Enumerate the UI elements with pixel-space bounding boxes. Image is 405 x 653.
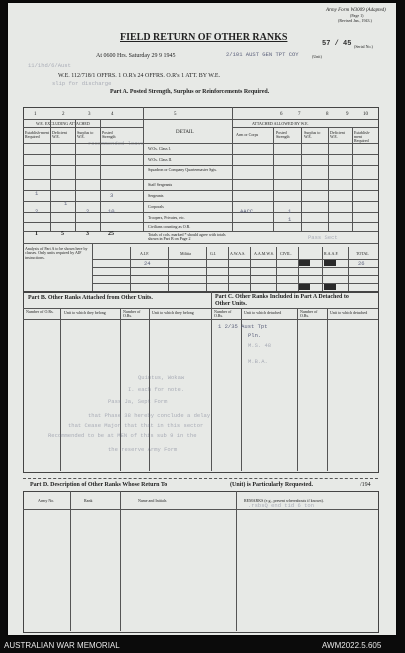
unit-name: 2/101 AUST GEN TPT COY — [226, 51, 299, 58]
detached-entry: 1 2/35 Aust Tpt — [218, 323, 268, 330]
total-posted: 25 — [108, 231, 114, 237]
archive-credit: AUSTRALIAN WAR MEMORIAL — [4, 641, 120, 650]
analysis-total-value: 26 — [358, 260, 365, 267]
archive-reference: AWM2022.5.605 — [322, 641, 382, 650]
part-c-col-number-2: Number of O.Rs. — [300, 309, 318, 318]
total-establishment: 1 — [35, 231, 38, 237]
col-number-10: 10 — [363, 112, 368, 117]
part-b-col-number: Number of O.Rs. — [26, 309, 54, 314]
analysis-col-civil: CIVIL. — [280, 251, 292, 256]
typed-value-6: 1 — [64, 200, 68, 207]
serial-label: (Serial No.) — [354, 44, 373, 49]
analysis-col-awas: A.W.A.S. — [230, 251, 246, 256]
total-deficient: 5 — [61, 231, 64, 237]
row-sergeants: Sergeants — [148, 193, 164, 198]
row-wo-class-1: W.Os. Class I. — [148, 146, 171, 151]
analysis-col-aamws: A.A.M.W.S. — [254, 251, 274, 256]
typed-value-3: 2 — [86, 208, 90, 215]
col-number-3: 3 — [88, 112, 91, 117]
serial-number: 57 / 45 — [322, 40, 352, 48]
row-civilians: Civilians counting as O.R. — [148, 224, 191, 229]
we-excluding-header: W.E. EXCLUDING ATTACHED — [36, 121, 90, 126]
part-b-col-unit-2: Unit to which they belong — [152, 310, 194, 315]
form-title: FIELD RETURN OF OTHER RANKS — [120, 32, 288, 43]
col-deficient-att: Deficient W.E. — [330, 130, 345, 139]
analysis-aif-value: 24 — [144, 260, 151, 267]
field-return-form: Army Form W3009 (Adapted) (Page 1) (Revised Jan., 1943.) FIELD RETURN OF OTHER RANKS 57 / 45 (Serial No.) At 0600 Hrs. Saturday 29 9 1945 2/101 AUST GEN TPT COY (Unit) W.E. 112/718/1 OFFRS. 1 O.R's 24 OFFRS. O.R's 1 ATT. BY W.E. 11/1hd/6/Aust slip for discharge recommended leave Part A. Posted Strength, Surplus or Reinforcements Required. 1 2 3 4 5 6 7 8 9 10 W.E. EXCLUDING ATTACHED ATTACHED ALLOWED BY W.E. DETAIL Establish-ment Required Deficient W.E. Surplus to W.E. Posted Strength Arm or Corps Posted Strength Surplus to W.E. Deficient W.E. Establish-ment Required W.Os. Class I. W.Os. Class II. Squadron or Company Quartermaster Sgts. Staff Sergeants Sergeants Corporals Troopers, Privates, etc. Civilians counting as O.R. Totals of cols. marked * should agree with totals shown in Part B on Page 2 1 2 2 10 3 1 AACC 1 1 1 5 3 25 Pass Sect Analysis of Part A to be shown here by classes. Only units required by AIF instructions. A.I.F. Militia G.I. A.W.A.S. A.A.M.W.S. CIVIL. R.A.A.F. TOTAL 24 26 Part B. Other Ranks Attached from Other Units. Part C. Other Ranks Included in Part A Detached to Other Units. Number of O.Rs. Unit to which they belong Number of O.Rs. Unit to which they belong Number of O.Rs. Unit to which detached Number of O.Rs. Unit to which detached 1 2/35 Aust Tpt Pln. M.S. 48 M.B.A. Quintus, Wokaw I. each for note. Pass Ja, Sept Form that Phase 38 hereby conclude a delay that Cease Major that that in this sector Recommended to be at MEN of this sub 9 in the the reserve Army Form Part D. Description of Other Ranks Whose Return To (Unit) is Particularly Requested. /194 Army No. Rank Name and Initials REMARKS (e.g., present whereabouts if known). .rsbsQ end tid 6 ton — [8, 3, 396, 635]
we-strength-line: W.E. 112/718/1 OFFRS. 1 O.R's 24 OFFRS. O.R's 1 ATT. BY W.E. — [58, 73, 221, 79]
col-establishment: Establish-ment Required — [25, 130, 49, 139]
typed-value-1: 1 — [35, 190, 39, 197]
detail-header: DETAIL — [176, 130, 194, 135]
col-number-9: 9 — [346, 112, 349, 117]
part-c-title: Part C. Other Ranks Included in Part A Detached to Other Units. — [215, 294, 349, 307]
part-c-col-unit: Unit to which detached — [244, 310, 282, 315]
row-staff-sergeants: Staff Sergeants — [148, 182, 173, 187]
col-number-4: 4 — [111, 112, 114, 117]
part-d-title: Part D. Description of Other Ranks Whose Return To — [30, 482, 168, 488]
part-d-date: /194 — [360, 482, 371, 488]
page-number: (Page 1) — [350, 13, 364, 18]
typed-value-4: 10 — [108, 208, 115, 215]
typed-attached-corps: AACC — [240, 208, 254, 215]
typed-value-2: 2 — [35, 208, 39, 215]
analysis-col-aif: A.I.F. — [140, 251, 150, 256]
part-d-col-remarks: REMARKS (e.g., present whereabouts if known). — [244, 498, 324, 503]
part-d-table — [23, 491, 379, 633]
total-surplus: 3 — [86, 231, 89, 237]
col-number-1: 1 — [34, 112, 37, 117]
part-a-title: Part A. Posted Strength, Surplus or Reinforcements Required. — [110, 89, 270, 95]
typed-attached-extra: 1 — [288, 216, 292, 223]
col-posted: Posted Strength — [102, 130, 116, 139]
return-date-line: At 0600 Hrs. Saturday 29 9 1945 — [96, 53, 176, 59]
analysis-col-raaf: R.A.A.F. — [324, 251, 339, 256]
analysis-col-gi: G.I. — [210, 251, 217, 256]
analysis-note: Analysis of Part A to be shown here by classes. Only units required by AIF instructions. — [25, 246, 88, 260]
analysis-col-total: TOTAL — [356, 251, 369, 256]
col-deficient: Deficient W.E. — [52, 130, 67, 139]
col-number-5: 5 — [174, 112, 177, 117]
col-posted-att: Posted Strength — [276, 130, 290, 139]
typed-attached-posted: 1 — [288, 208, 292, 215]
col-establishment-att: Establish-ment Required — [354, 130, 370, 143]
part-b-title: Part B. Other Ranks Attached from Other Units. — [28, 295, 153, 301]
revision-date: (Revised Jan., 1943.) — [338, 18, 372, 23]
row-totals: Totals of cols. marked * should agree with totals shown in Part B on Page 2 — [148, 232, 226, 241]
row-wo-class-2: W.Os. Class II. — [148, 157, 173, 162]
col-number-2: 2 — [62, 112, 65, 117]
col-surplus: Surplus to W.E. — [77, 130, 94, 139]
col-surplus-att: Surplus to W.E. — [304, 130, 321, 139]
form-reference: Army Form W3009 (Adapted) — [326, 8, 386, 13]
col-arm-corps: Arm or Corps — [236, 132, 259, 137]
attached-allowed-header: ATTACHED ALLOWED BY W.E. — [252, 121, 309, 126]
unit-label: (Unit) — [312, 54, 322, 59]
typed-value-5: 3 — [110, 192, 114, 199]
row-corporals: Corporals — [148, 204, 164, 209]
part-b-col-number-2: Number of O.Rs. — [123, 309, 141, 318]
col-number-6: 6 — [280, 112, 283, 117]
part-d-col-rank: Rank — [84, 498, 93, 503]
part-b-col-unit: Unit to which they belong — [64, 310, 106, 315]
row-cqms: Squadron or Company Quartermaster Sgts. — [148, 167, 217, 172]
part-c-col-number: Number of O.Rs. — [214, 309, 232, 318]
col-number-7: 7 — [298, 112, 301, 117]
row-troopers: Troopers, Privates, etc. — [148, 215, 185, 220]
part-d-col-army-no: Army No. — [38, 498, 55, 503]
part-d-col-name: Name and Initials — [138, 498, 167, 503]
detached-entry-2: Pln. — [248, 332, 262, 339]
part-d-title-mid: (Unit) is Particularly Requested. — [230, 482, 313, 488]
col-number-8: 8 — [326, 112, 329, 117]
analysis-col-militia: Militia — [180, 251, 191, 256]
part-c-col-unit-2: Unit to which detached — [330, 310, 368, 315]
